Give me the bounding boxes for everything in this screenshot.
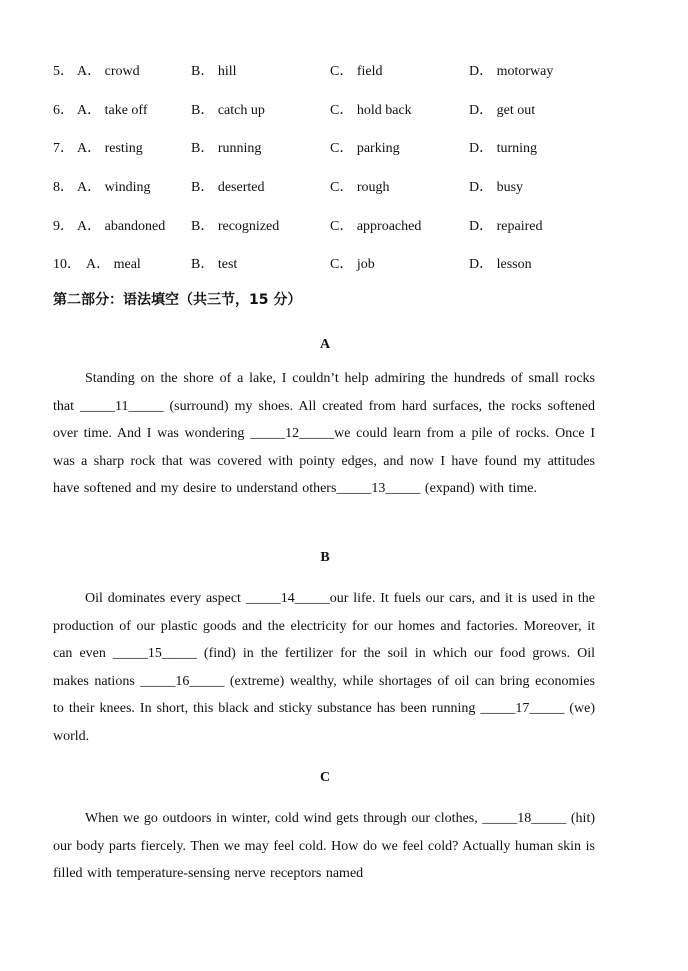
passage-b-text: Oil dominates every aspect _____14_____our life. It fuels our cars, and it is used in the production of our plastic goods and the electricity for our homes and factories. Moreover, it can even _____15_____ (find) in the fertilizer for the soil in which our food grows. Oil makes nations _____16_____ (extreme) wealthy, while shortages of oil can bring economies to their knees. In short, this black and sticky substance has been running _____17_____ (we) world.: [53, 591, 595, 744]
question-7-options: [0, 138, 688, 160]
option-b: B． test: [191, 257, 238, 272]
option-d: D． get out: [469, 103, 536, 118]
question-number: 7．: [53, 141, 74, 156]
option-a: A． meal: [86, 257, 141, 272]
question-10-options: [0, 254, 688, 276]
question-number: 9．: [53, 219, 74, 234]
question-number: 10．: [53, 257, 81, 272]
question-8-options: [0, 177, 688, 199]
option-c: C． parking: [330, 141, 400, 156]
option-a: A． winding: [77, 180, 151, 195]
option-a: A． crowd: [77, 64, 140, 79]
option-d: D． repaired: [469, 219, 543, 234]
option-d: D． lesson: [469, 257, 532, 272]
passage-a-text: Standing on the shore of a lake, I couldn’t help admiring the hundreds of small rocks that _____11_____ (surround) my shoes. All created from hard surfaces, the rocks softened over time. And I was wondering _____12_____we could learn from a pile of rocks. Once I was a sharp rock that was covered with pointy edges, and now I have found my attitudes have softened and my desire to understand others_____13_____ (expand) with time.: [53, 371, 595, 496]
option-c: C． approached: [330, 219, 422, 234]
question-6-options: [0, 100, 688, 122]
option-b: B． hill: [191, 64, 237, 79]
option-b: B． running: [191, 141, 262, 156]
passage-c-text: When we go outdoors in winter, cold wind gets through our clothes, _____18_____ (hit) our body parts fiercely. Then we may feel cold. How do we feel cold? Actually human skin is filled with temperature-sensing nerve receptors named: [53, 811, 595, 881]
question-number: 8．: [53, 180, 74, 195]
option-d: D． motorway: [469, 64, 554, 79]
section-title: 第二部分：语法填空（共三节，15 分）: [53, 292, 302, 308]
option-a: A． take off: [77, 103, 148, 118]
passage-c-label: C: [319, 770, 331, 785]
question-9-options: [0, 216, 688, 238]
option-d: D． busy: [469, 180, 524, 195]
option-b: B． catch up: [191, 103, 265, 118]
passage-b-label: B: [320, 550, 330, 565]
option-c: C． job: [330, 257, 375, 272]
option-c: C． rough: [330, 180, 390, 195]
option-c: C． field: [330, 64, 383, 79]
passage-a-label: A: [319, 337, 331, 352]
option-b: B． deserted: [191, 180, 265, 195]
question-number: 6．: [53, 103, 74, 118]
option-c: C． hold back: [330, 103, 412, 118]
question-number: 5．: [53, 64, 74, 79]
option-a: A． resting: [77, 141, 143, 156]
option-a: A． abandoned: [77, 219, 166, 234]
option-b: B． recognized: [191, 219, 280, 234]
question-5-options: [0, 61, 688, 83]
option-d: D． turning: [469, 141, 538, 156]
